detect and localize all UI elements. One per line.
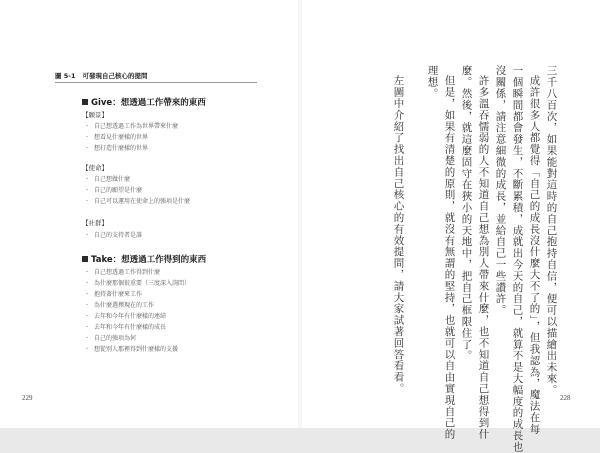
figure-number: 圖 5-1 bbox=[55, 72, 76, 80]
list-item: ・ 去年和今年有什麼樣的成長 bbox=[84, 324, 167, 331]
list-item: ・ 自己想做什麼 bbox=[84, 176, 131, 183]
list-item: ・ 想打造什麼樣的世界 bbox=[84, 145, 149, 152]
text-column: 但是，如果有清楚的原則，就沒有無謂的堅持，也就可以自由實現自己的 bbox=[443, 75, 456, 440]
figure-title: 可發現自己核心的提問 bbox=[82, 72, 148, 80]
list-item: ・ 自己想透過工作為世界帶來什麼 bbox=[84, 123, 179, 130]
square-bullet-icon bbox=[82, 99, 88, 105]
text-column: 理想。 bbox=[426, 65, 439, 100]
list-item: ・ 自己可以運用在使命上的強項是什麼 bbox=[84, 198, 191, 205]
text-column: 三千八百次，如果能對這時的自己抱持自信，便可以描繪出未來。 bbox=[545, 65, 558, 396]
text-column: 左圖中介紹了找出自己核心的有效提問，請大家試著回答看看。 bbox=[392, 75, 405, 395]
text-column: 成許很多人都覺得「自己的成長沒什麼大不了的」，但我認為，魔法在每 bbox=[528, 75, 541, 435]
figure-rule bbox=[55, 82, 257, 83]
text-column: 麼。然後，就這麼固守在狹小的天地中，把自己框限住了。 bbox=[460, 65, 473, 362]
list-item: ・ 自己想透過工作得到什麼 bbox=[84, 269, 161, 276]
text-column: 沒關係，請注意細微的成長，並給自己一些讚許。 bbox=[494, 65, 507, 316]
list-item: ・ 想看見什麼樣的世界 bbox=[84, 134, 149, 141]
list-item: ・ 自己的願望是什麼 bbox=[84, 187, 143, 194]
list-item: ・ 想從別人那裡得到什麼樣的支援 bbox=[84, 346, 179, 353]
category-mission: 【使命】 bbox=[82, 164, 108, 172]
figure-caption bbox=[55, 71, 148, 80]
text-column: 一個瞬間都會發生，不斷累積，成就出今天的自己，就算不是大幅度的成長也 bbox=[511, 65, 524, 453]
list-item: ・ 為什麼選擇現在的工作 bbox=[84, 302, 155, 309]
give-heading bbox=[82, 96, 206, 108]
give-heading-text: Give：想透過工作帶來的東西 bbox=[91, 98, 206, 108]
page-gutter bbox=[298, 0, 302, 428]
take-heading bbox=[82, 253, 206, 265]
list-item: ・ 為什麼那個很重要（三度深入詢問） bbox=[84, 280, 191, 287]
list-item: ・ 去年和今年有什麼樣的連結 bbox=[84, 313, 167, 320]
list-item: ・ 抱持著什麼來工作 bbox=[84, 291, 143, 298]
list-item: ・ 自己的強項為何 bbox=[84, 335, 137, 342]
take-heading-text: Take：想透過工作得到的東西 bbox=[91, 255, 207, 265]
page-number-right: 228 bbox=[560, 394, 571, 402]
text-column: 許多溫吞懦弱的人不知道自己想為別人帶來什麼，也不知道自己想得到什 bbox=[477, 75, 490, 440]
category-community: 【社群】 bbox=[82, 219, 108, 227]
category-vision: 【願景】 bbox=[82, 111, 108, 119]
square-bullet-icon bbox=[82, 256, 88, 262]
list-item: ・ 自己的支持者是誰 bbox=[84, 232, 143, 239]
page-number-left: 229 bbox=[22, 394, 33, 402]
